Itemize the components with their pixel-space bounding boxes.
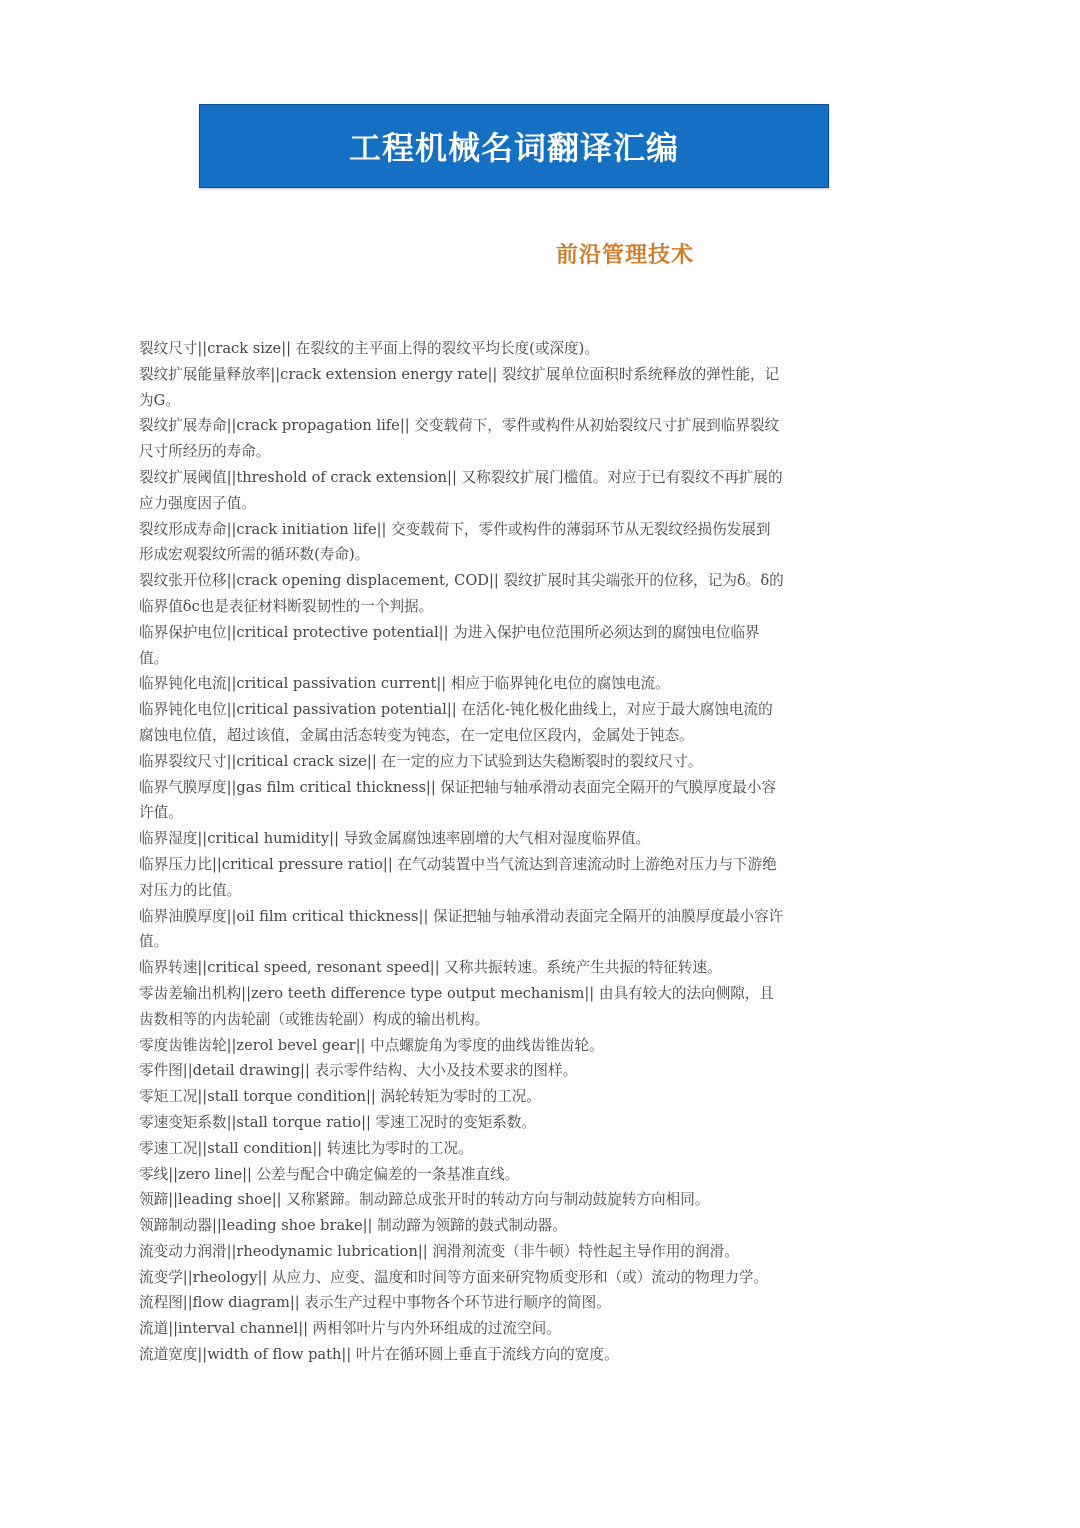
glossary-entry: 裂纹扩展阈值||threshold of crack extension|| 又称裂纹扩展门槛值。对应于已有裂纹不再扩展的应力强度因子值。: [139, 468, 783, 512]
glossary-entry: 领蹄制动器||leading shoe brake|| 制动蹄为领蹄的鼓式制动器。: [139, 1217, 567, 1235]
glossary-entry: 裂纹扩展寿命||crack propagation life|| 交变载荷下，零件或构件从初始裂纹尺寸扩展到临界裂纹尺寸所经历的寿命。: [139, 417, 780, 461]
glossary-entry: 裂纹张开位移||crack opening displacement, COD|| 裂纹扩展时其尖端张开的位移，记为δ。δ的临界值δc也是表征材料断裂韧性的一个判据。: [139, 572, 784, 615]
glossary-entry: 裂纹尺寸||crack size|| 在裂纹的主平面上得的裂纹平均长度(或深度)。: [139, 340, 599, 357]
page-title: 工程机械名词翻译汇编: [348, 129, 679, 167]
glossary-list: [139, 336, 784, 1368]
glossary-entry: 零齿差输出机构||zero teeth difference type output mechanism|| 由具有较大的法向侧隙，且齿数相等的内齿轮副（或锥齿轮副）构成的输出机构。: [139, 984, 774, 1028]
glossary-entry: 临界湿度||critical humidity|| 导致金属腐蚀速率剧增的大气相对湿度临界值。: [139, 830, 651, 848]
glossary-entry: 临界转速||critical speed, resonant speed|| 又称共振转速。系统产生共振的特征转速。: [139, 959, 722, 977]
glossary-entry: 零度齿锥齿轮||zerol bevel gear|| 中点螺旋角为零度的曲线齿锥齿轮。: [139, 1036, 604, 1054]
glossary-entry: 零速变矩系数||stall torque ratio|| 零速工况时的变矩系数。: [139, 1113, 537, 1131]
glossary-entry: 流程图||flow diagram|| 表示生产过程中事物各个环节进行顺序的简图。: [139, 1294, 611, 1312]
glossary-entry: 临界裂纹尺寸||critical crack size|| 在一定的应力下试验到达失稳断裂时的裂纹尺寸。: [139, 752, 703, 770]
glossary-entry: 临界油膜厚度||oil film critical thickness|| 保证把轴与轴承滑动表面完全隔开的油膜厚度最小容许值。: [139, 907, 784, 951]
glossary-entry: 零线||zero line|| 公差与配合中确定偏差的一条基准直线。: [139, 1165, 520, 1183]
glossary-entry: 临界钝化电流||critical passivation current|| 相应于临界钝化电位的腐蚀电流。: [139, 675, 670, 693]
glossary-entry: 零矩工况||stall torque condition|| 涡轮转矩为零时的工况。: [139, 1088, 541, 1106]
glossary-entry: 流道||interval channel|| 两相邻叶片与内外环组成的过流空间。: [139, 1320, 561, 1338]
glossary-entry: 流变动力润滑||rheodynamic lubrication|| 润滑剂流变（非牛顿）特性起主导作用的润滑。: [139, 1242, 739, 1260]
glossary-entry: 临界保护电位||critical protective potential|| 为进入保护电位范围所必须达到的腐蚀电位临界值。: [139, 623, 760, 667]
glossary-entry: 临界钝化电位||critical passivation potential|| 在活化-钝化极化曲线上，对应于最大腐蚀电流的腐蚀电位值，超过该值，金属由活态转变为钝态，在一定电位区段内，金属处于钝态。: [139, 701, 773, 744]
glossary-entry: 临界压力比||critical pressure ratio|| 在气动装置中当气流达到音速流动时上游绝对压力与下游绝对压力的比值。: [139, 855, 777, 899]
page-subtitle: 前沿管理技术: [556, 243, 695, 268]
title-banner: [199, 104, 829, 188]
glossary-entry: 临界气膜厚度||gas film critical thickness|| 保证把轴与轴承滑动表面完全隔开的气膜厚度最小容许值。: [139, 778, 777, 822]
glossary-entry: 零件图||detail drawing|| 表示零件结构、大小及技术要求的图样。: [139, 1062, 578, 1080]
glossary-entry: 零速工况||stall condition|| 转速比为零时的工况。: [139, 1139, 473, 1157]
glossary-entry: 流道宽度||width of flow path|| 叶片在循环圆上垂直于流线方向的宽度。: [139, 1346, 619, 1364]
glossary-entry: 领蹄||leading shoe|| 又称紧蹄。制动蹄总成张开时的转动方向与制动鼓旋转方向相同。: [139, 1191, 710, 1209]
glossary-entry: 裂纹形成寿命||crack initiation life|| 交变载荷下，零件或构件的薄弱环节从无裂纹经损伤发展到形成宏观裂纹所需的循环数(寿命)。: [139, 520, 771, 564]
glossary-entry: 流变学||rheology|| 从应力、应变、温度和时间等方面来研究物质变形和（或）流动的物理力学。: [139, 1268, 769, 1286]
glossary-entry: 裂纹扩展能量释放率||crack extension energy rate|| 裂纹扩展单位面积时系统释放的弹性能，记为G。: [139, 365, 780, 409]
